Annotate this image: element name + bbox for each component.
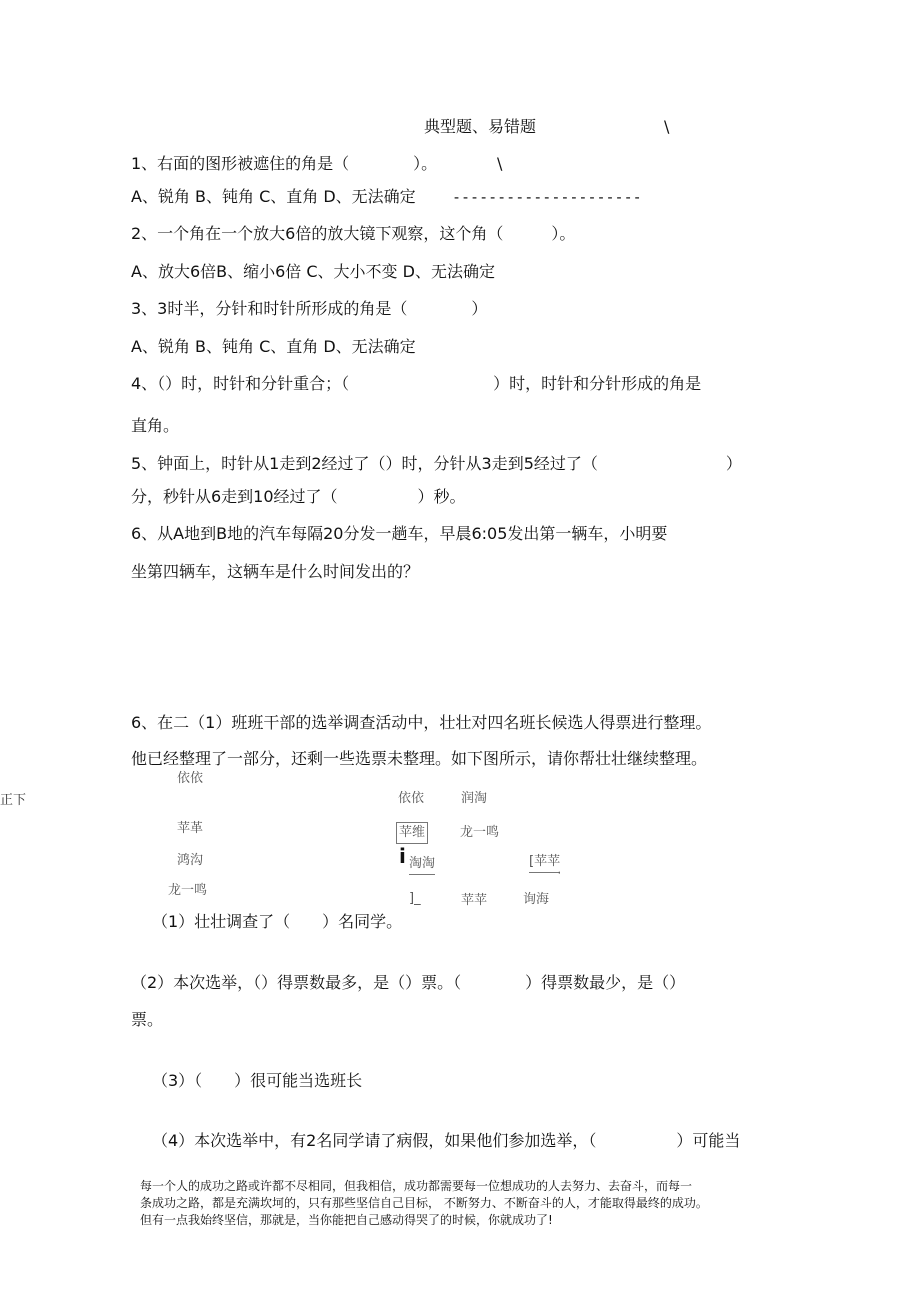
- ballot-item: 淘淘: [409, 854, 435, 875]
- sub-question-2: （2）本次选举，（）得票数最多，是（）票。（ ）得票数最少，是（）: [131, 973, 686, 992]
- q5-line2: 分，秒针从6走到10经过了（ ）秒。: [131, 487, 466, 506]
- sub-question-4: （4）本次选举中，有2名同学请了病假，如果他们参加选举，（ ）可能当: [152, 1131, 741, 1150]
- sub-question-3: （3）（ ）很可能当选班长: [152, 1071, 363, 1090]
- sub-question-2-cont: 票。: [131, 1010, 164, 1029]
- tally-name: 鸿沟: [177, 853, 204, 868]
- footer-line: 每一个人的成功之路或许都不尽相同，但我相信，成功都需要每一位想成功的人去努力、去奋斗，而每一: [140, 1179, 693, 1193]
- ballot-mark: ]_: [409, 891, 421, 906]
- q1-stray-mark: \: [497, 154, 503, 173]
- q3-options: A、锐角 B、钝角 C、直角 D、无法确定: [131, 337, 416, 356]
- q6b-line1: 6、在二（1）班班干部的选举调查活动中，壮壮对四名班长候选人得票进行整理。: [131, 713, 712, 732]
- ballot-mark: i: [399, 844, 406, 868]
- ballot-item: 依依: [398, 791, 425, 806]
- q6a-line2: 坐第四辆车，这辆车是什么时间发出的？: [131, 562, 420, 581]
- q6a-line1: 6、从A地到B地的汽车每隔20分发一趟车，早晨6:05发出第一辆车，小明要: [131, 524, 668, 543]
- ballot-mark: ': [558, 871, 561, 881]
- footer-line: 条成功之路，都是充满坎坷的，只有那些坚信自己目标， 不断努力、不断奋斗的人，才能取得最终的成功。: [140, 1196, 708, 1210]
- q5-line1: 5、钟面上，时针从1走到2经过了（）时，分针从3走到5经过了（ ）: [131, 454, 742, 473]
- footer-line: 但有一点我始终坚信，那就是，当你能把自己感动得哭了的时候，你就成功了!: [140, 1213, 553, 1227]
- stray-mark: \: [664, 117, 670, 136]
- ballot-item: 苹苹: [461, 893, 488, 908]
- ballot-item: 龙一鸣: [460, 825, 500, 840]
- q1-dash-line: ---------------------: [452, 188, 642, 206]
- tally-edge-label: 正下: [0, 793, 27, 808]
- tally-name: 龙一鸣: [168, 883, 208, 898]
- tally-name: 苹革: [177, 821, 204, 836]
- ballot-item: 苹维: [396, 822, 428, 844]
- q2-options: A、放大6倍B、缩小6倍 C、大小不变 D、无法确定: [131, 262, 495, 281]
- sub-question-1: （1）壮壮调查了（ ）名同学。: [152, 912, 403, 931]
- q4-line1: 4、（）时，时针和分针重合；（ ）时，时针和分针形成的角是: [131, 374, 702, 393]
- page-title: 典型题、易错题: [424, 117, 537, 136]
- ballot-item: 询海: [523, 892, 550, 907]
- q4-line2: 直角。: [131, 416, 180, 435]
- ballot-item: 润淘: [461, 791, 488, 806]
- q3-question: 3、3时半，分针和时针所形成的角是（ ）: [131, 299, 488, 318]
- q1-question: 1、右面的图形被遮住的角是（ ）。: [131, 154, 438, 173]
- q6b-line2: 他已经整理了一部分，还剩一些选票未整理。如下图所示，请你帮壮壮继续整理。: [131, 749, 708, 768]
- q2-question: 2、一个角在一个放大6倍的放大镜下观察，这个角（ ）。: [131, 224, 576, 243]
- q1-options: A、锐角 B、钝角 C、直角 D、无法确定: [131, 187, 416, 206]
- ballot-item: [苹苹: [529, 852, 560, 873]
- tally-name: 依依: [177, 771, 204, 786]
